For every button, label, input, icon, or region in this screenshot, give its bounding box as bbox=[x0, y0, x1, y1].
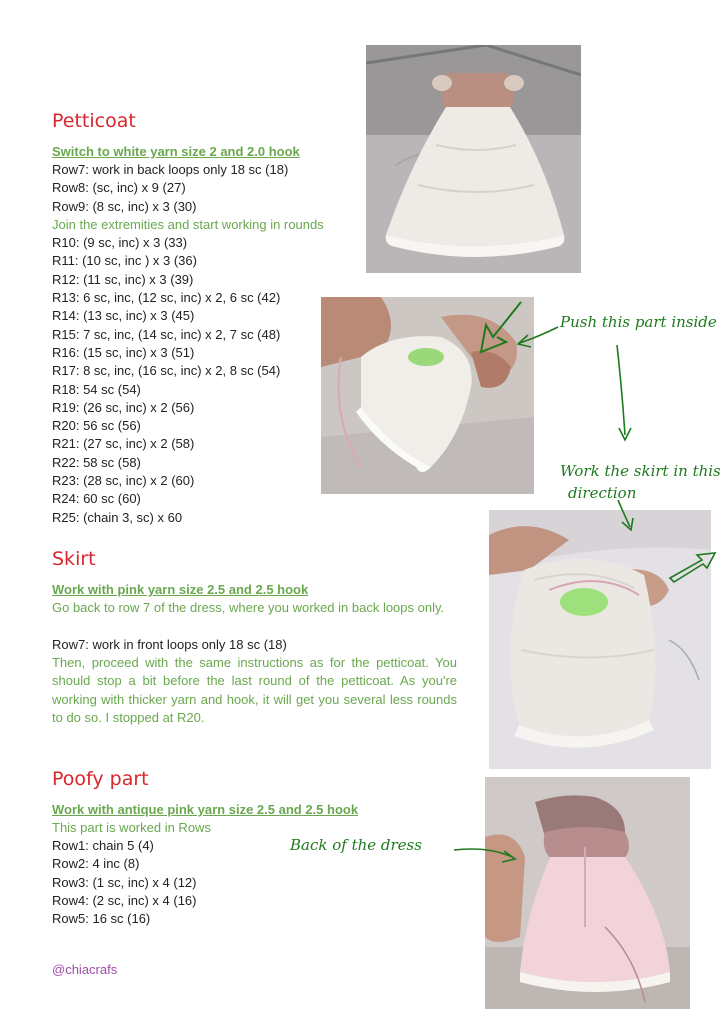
instruction-line: R23: (28 sc, inc) x 2 (60) bbox=[52, 473, 195, 489]
instruction-line: Row7: work in back loops only 18 sc (18) bbox=[52, 162, 289, 177]
skirt-subtitle: Work with pink yarn size 2.5 and 2.5 hook bbox=[52, 582, 309, 597]
petticoat-photo bbox=[366, 45, 581, 273]
instruction-line: Row5: 16 sc (16) bbox=[52, 911, 151, 927]
instruction-line: R24: 60 sc (60) bbox=[52, 491, 141, 507]
instruction-line: R10: (9 sc, inc) x 3 (33) bbox=[52, 235, 188, 251]
poofy-title: Poofy part bbox=[52, 768, 149, 790]
poofy-instructions bbox=[52, 837, 197, 928]
skirt-paragraph-2: Then, proceed with the same instructions as for the petticoat. You should stop a bit before the last round of the petticoat. As you're working with thicker yarn and hook, it will get you several less rounds to do so. I stopped at R20. bbox=[52, 655, 457, 725]
instruction-line: R20: 56 sc (56) bbox=[52, 418, 141, 434]
instruction-line: R22: 58 sc (58) bbox=[52, 454, 141, 470]
annotation-work-direction-line2: direction bbox=[568, 484, 637, 502]
instruction-line: R12: (11 sc, inc) x 3 (39) bbox=[52, 271, 194, 287]
petticoat-subtitle: Switch to white yarn size 2 and 2.0 hook bbox=[52, 144, 300, 159]
annotation-back-of-dress: Back of the dress bbox=[290, 836, 422, 854]
skirt-row7: Row7: work in front loops only 18 sc (18) bbox=[52, 637, 287, 652]
skirt-direction-photo bbox=[489, 510, 711, 769]
instruction-line: R16: (15 sc, inc) x 3 (51) bbox=[52, 344, 195, 360]
instruction-line: Row2: 4 inc (8) bbox=[52, 856, 140, 872]
instruction-line: Row1: chain 5 (4) bbox=[52, 838, 154, 853]
instruction-line: R15: 7 sc, inc, (14 sc, inc) x 2, 7 sc (48) bbox=[52, 326, 281, 342]
instruction-line: Join the extremities and start working in rounds bbox=[52, 216, 324, 232]
push-inside-photo bbox=[321, 297, 534, 494]
skirt-title: Skirt bbox=[52, 548, 96, 570]
annotation-push-inside: Push this part inside bbox=[560, 313, 717, 331]
down-arrow-icon bbox=[617, 345, 625, 435]
petticoat-title: Petticoat bbox=[52, 110, 136, 132]
instruction-line: R25: (chain 3, sc) x 60 bbox=[52, 509, 183, 525]
instruction-line: R13: 6 sc, inc, (12 sc, inc) x 2, 6 sc (42) bbox=[52, 290, 281, 306]
instruction-line: R21: (27 sc, inc) x 2 (58) bbox=[52, 436, 195, 452]
instruction-line: Row3: (1 sc, inc) x 4 (12) bbox=[52, 874, 197, 890]
instruction-line: R18: 54 sc (54) bbox=[52, 381, 141, 397]
instruction-line: R19: (26 sc, inc) x 2 (56) bbox=[52, 399, 195, 415]
credit-handle: @chiacrafs bbox=[52, 962, 118, 977]
instruction-line: Row8: (sc, inc) x 9 (27) bbox=[52, 180, 186, 196]
poofy-note: This part is worked in Rows bbox=[52, 820, 211, 835]
instruction-line: R11: (10 sc, inc ) x 3 (36) bbox=[52, 253, 197, 269]
petticoat-instructions bbox=[52, 161, 324, 527]
poofy-subtitle: Work with antique pink yarn size 2.5 and 2.5 hook bbox=[52, 802, 359, 817]
instruction-line: Row4: (2 sc, inc) x 4 (16) bbox=[52, 892, 197, 908]
annotation-work-direction-line1: Work the skirt in this bbox=[560, 462, 721, 480]
instruction-line: R14: (13 sc, inc) x 3 (45) bbox=[52, 308, 195, 324]
instruction-line: Row9: (8 sc, inc) x 3 (30) bbox=[52, 198, 197, 214]
back-of-dress-photo bbox=[485, 777, 690, 1009]
instruction-line: R17: 8 sc, inc, (16 sc, inc) x 2, 8 sc (54) bbox=[52, 363, 281, 379]
skirt-paragraph-1: Go back to row 7 of the dress, where you worked in back loops only. bbox=[52, 600, 445, 615]
